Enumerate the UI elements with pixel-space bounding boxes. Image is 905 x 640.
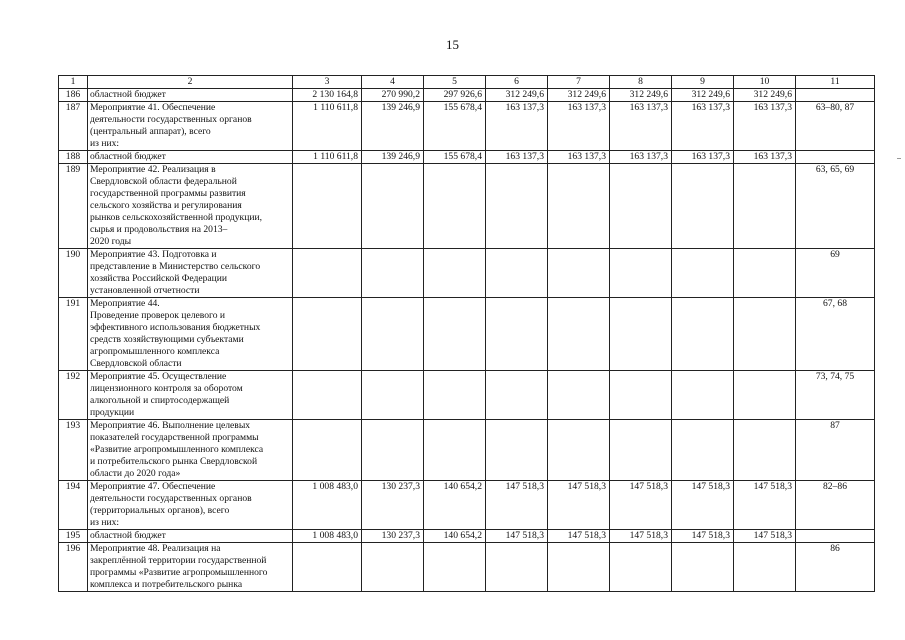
table-row bbox=[59, 543, 875, 592]
amount-cell: 312 249,6 bbox=[548, 89, 610, 102]
row-description-text: Мероприятие 43. Подготовка и представление в Министерство сельского хозяйства Российской Федерации установленной отчетности bbox=[90, 249, 261, 296]
amount-cell bbox=[424, 543, 486, 592]
amount-cell bbox=[486, 371, 548, 420]
amount-cell: 147 518,3 bbox=[610, 481, 672, 530]
row-description-text: Мероприятие 48. Реализация на закреплённой территории государственной программы «Развитие агропромышленного комплекса и потребительского рынка bbox=[90, 543, 268, 590]
amount-cell: 147 518,3 bbox=[672, 481, 734, 530]
column-header: 5 bbox=[424, 76, 486, 89]
row-description bbox=[88, 249, 293, 298]
amount-cell: 163 137,3 bbox=[610, 102, 672, 151]
row-description bbox=[88, 164, 293, 249]
table-row bbox=[59, 481, 875, 530]
amount-cell bbox=[610, 164, 672, 249]
amount-cell: 155 678,4 bbox=[424, 151, 486, 164]
amount-cell: 163 137,3 bbox=[486, 102, 548, 151]
row-description bbox=[88, 543, 293, 592]
amount-cell bbox=[424, 249, 486, 298]
amount-cell bbox=[548, 420, 610, 481]
amount-cell: 130 237,3 bbox=[362, 530, 424, 543]
amount-cell bbox=[672, 164, 734, 249]
target-indicator-numbers: 82–86 bbox=[796, 481, 875, 530]
column-header: 9 bbox=[672, 76, 734, 89]
column-header: 1 bbox=[59, 76, 88, 89]
row-number: 189 bbox=[59, 164, 88, 249]
table-row bbox=[59, 89, 875, 102]
amount-cell bbox=[610, 543, 672, 592]
amount-cell: 297 926,6 bbox=[424, 89, 486, 102]
row-description-text: Мероприятие 47. Обеспечение деятельности государственных органов (территориальных органов), всего из них: bbox=[90, 481, 252, 528]
amount-cell: 163 137,3 bbox=[734, 151, 796, 164]
row-description bbox=[88, 481, 293, 530]
amount-cell: 1 110 611,8 bbox=[293, 102, 362, 151]
row-number: 188 bbox=[59, 151, 88, 164]
amount-cell: 155 678,4 bbox=[424, 102, 486, 151]
column-header: 8 bbox=[610, 76, 672, 89]
amount-cell: 147 518,3 bbox=[548, 481, 610, 530]
amount-cell bbox=[362, 371, 424, 420]
row-number: 195 bbox=[59, 530, 88, 543]
row-number: 193 bbox=[59, 420, 88, 481]
table-row bbox=[59, 530, 875, 543]
row-description bbox=[88, 89, 293, 102]
row-description bbox=[88, 151, 293, 164]
column-header: 10 bbox=[734, 76, 796, 89]
amount-cell bbox=[548, 298, 610, 371]
amount-cell: 1 008 483,0 bbox=[293, 530, 362, 543]
amount-cell bbox=[548, 371, 610, 420]
amount-cell: 147 518,3 bbox=[486, 530, 548, 543]
amount-cell bbox=[362, 543, 424, 592]
row-description bbox=[88, 371, 293, 420]
amount-cell: 312 249,6 bbox=[610, 89, 672, 102]
amount-cell: 147 518,3 bbox=[734, 481, 796, 530]
amount-cell: 2 130 164,8 bbox=[293, 89, 362, 102]
amount-cell bbox=[424, 371, 486, 420]
target-indicator-numbers bbox=[796, 151, 875, 164]
target-indicator-numbers: 87 bbox=[796, 420, 875, 481]
row-description-text: областной бюджет bbox=[90, 89, 166, 100]
table-row bbox=[59, 371, 875, 420]
amount-cell bbox=[672, 371, 734, 420]
amount-cell: 1 110 611,8 bbox=[293, 151, 362, 164]
amount-cell bbox=[424, 298, 486, 371]
amount-cell: 130 237,3 bbox=[362, 481, 424, 530]
amount-cell bbox=[362, 298, 424, 371]
amount-cell bbox=[610, 249, 672, 298]
amount-cell: 147 518,3 bbox=[548, 530, 610, 543]
amount-cell bbox=[610, 371, 672, 420]
amount-cell bbox=[734, 543, 796, 592]
row-number: 186 bbox=[59, 89, 88, 102]
amount-cell: 140 654,2 bbox=[424, 530, 486, 543]
amount-cell bbox=[672, 298, 734, 371]
row-description-text: Мероприятие 44. Проведение проверок целевого и эффективного использования бюджетных средств хозяйствующими субъектами агропромышленного комплекса Свердловской области bbox=[90, 298, 261, 369]
amount-cell: 147 518,3 bbox=[610, 530, 672, 543]
target-indicator-numbers bbox=[796, 89, 875, 102]
amount-cell bbox=[486, 298, 548, 371]
amount-cell bbox=[486, 420, 548, 481]
amount-cell: 163 137,3 bbox=[610, 151, 672, 164]
amount-cell bbox=[734, 164, 796, 249]
column-header: 6 bbox=[486, 76, 548, 89]
amount-cell bbox=[362, 249, 424, 298]
amount-cell: 163 137,3 bbox=[548, 151, 610, 164]
amount-cell bbox=[734, 298, 796, 371]
amount-cell: 163 137,3 bbox=[486, 151, 548, 164]
column-header: 2 bbox=[88, 76, 293, 89]
amount-cell: 139 246,9 bbox=[362, 102, 424, 151]
row-description-text: Мероприятие 46. Выполнение целевых показателей государственной программы «Развитие агропромышленного комплекса и потребительского рынка Свердловской области до 2020 года» bbox=[90, 420, 264, 479]
table-row bbox=[59, 298, 875, 371]
amount-cell bbox=[293, 371, 362, 420]
amount-cell bbox=[362, 164, 424, 249]
row-description-text: областной бюджет bbox=[90, 530, 166, 541]
row-number: 194 bbox=[59, 481, 88, 530]
row-number: 187 bbox=[59, 102, 88, 151]
amount-cell bbox=[293, 298, 362, 371]
target-indicator-numbers: 86 bbox=[796, 543, 875, 592]
amount-cell: 147 518,3 bbox=[672, 530, 734, 543]
row-description bbox=[88, 420, 293, 481]
amount-cell bbox=[672, 543, 734, 592]
table-row bbox=[59, 102, 875, 151]
table-row bbox=[59, 164, 875, 249]
target-indicator-numbers: 69 bbox=[796, 249, 875, 298]
amount-cell bbox=[486, 164, 548, 249]
row-description-text: Мероприятие 42. Реализация в Свердловской области федеральной государственной программы развития сельского хозяйства и регулирования рынков сельскохозяйственной продукции, сырья и продовольствия на 2013– 2020 годы bbox=[90, 164, 262, 247]
amount-cell bbox=[293, 543, 362, 592]
table-row bbox=[59, 420, 875, 481]
column-header: 11 bbox=[796, 76, 875, 89]
row-description bbox=[88, 530, 293, 543]
amount-cell: 163 137,3 bbox=[672, 102, 734, 151]
row-description bbox=[88, 102, 293, 151]
column-header: 3 bbox=[293, 76, 362, 89]
amount-cell bbox=[362, 420, 424, 481]
target-indicator-numbers: 73, 74, 75 bbox=[796, 371, 875, 420]
amount-cell: 312 249,6 bbox=[672, 89, 734, 102]
amount-cell bbox=[424, 420, 486, 481]
column-header: 7 bbox=[548, 76, 610, 89]
page-number: 15 bbox=[446, 37, 459, 52]
row-number: 191 bbox=[59, 298, 88, 371]
amount-cell bbox=[610, 298, 672, 371]
table-row bbox=[59, 249, 875, 298]
amount-cell bbox=[424, 164, 486, 249]
row-number: 196 bbox=[59, 543, 88, 592]
row-number: 190 bbox=[59, 249, 88, 298]
amount-cell bbox=[293, 249, 362, 298]
amount-cell bbox=[734, 249, 796, 298]
row-description-text: Мероприятие 41. Обеспечение деятельности государственных органов (центральный аппарат), всего из них: bbox=[90, 102, 252, 149]
amount-cell: 163 137,3 bbox=[548, 102, 610, 151]
target-indicator-numbers: 67, 68 bbox=[796, 298, 875, 371]
amount-cell: 312 249,6 bbox=[486, 89, 548, 102]
amount-cell bbox=[734, 420, 796, 481]
amount-cell: 312 249,6 bbox=[734, 89, 796, 102]
target-indicator-numbers bbox=[796, 530, 875, 543]
amount-cell bbox=[548, 164, 610, 249]
amount-cell bbox=[734, 371, 796, 420]
amount-cell: 147 518,3 bbox=[486, 481, 548, 530]
amount-cell bbox=[610, 420, 672, 481]
table-row bbox=[59, 151, 875, 164]
target-indicator-numbers: 63, 65, 69 bbox=[796, 164, 875, 249]
amount-cell bbox=[293, 164, 362, 249]
row-description-text: Мероприятие 45. Осуществление лицензионного контроля за оборотом алкогольной и спиртосодержащей продукции bbox=[90, 371, 243, 418]
row-description bbox=[88, 298, 293, 371]
amount-cell: 139 246,9 bbox=[362, 151, 424, 164]
row-description-text: областной бюджет bbox=[90, 151, 166, 162]
column-header: 4 bbox=[362, 76, 424, 89]
amount-cell bbox=[672, 420, 734, 481]
amount-cell bbox=[672, 249, 734, 298]
amount-cell: 163 137,3 bbox=[734, 102, 796, 151]
amount-cell: 147 518,3 bbox=[734, 530, 796, 543]
margin-mark bbox=[897, 158, 901, 159]
amount-cell: 270 990,2 bbox=[362, 89, 424, 102]
column-number-header-row bbox=[59, 76, 875, 89]
amount-cell: 140 654,2 bbox=[424, 481, 486, 530]
amount-cell bbox=[548, 249, 610, 298]
row-number: 192 bbox=[59, 371, 88, 420]
amount-cell bbox=[486, 249, 548, 298]
target-indicator-numbers: 63–80, 87 bbox=[796, 102, 875, 151]
amount-cell bbox=[486, 543, 548, 592]
amount-cell: 163 137,3 bbox=[672, 151, 734, 164]
budget-table bbox=[58, 75, 875, 592]
amount-cell: 1 008 483,0 bbox=[293, 481, 362, 530]
amount-cell bbox=[548, 543, 610, 592]
amount-cell bbox=[293, 420, 362, 481]
